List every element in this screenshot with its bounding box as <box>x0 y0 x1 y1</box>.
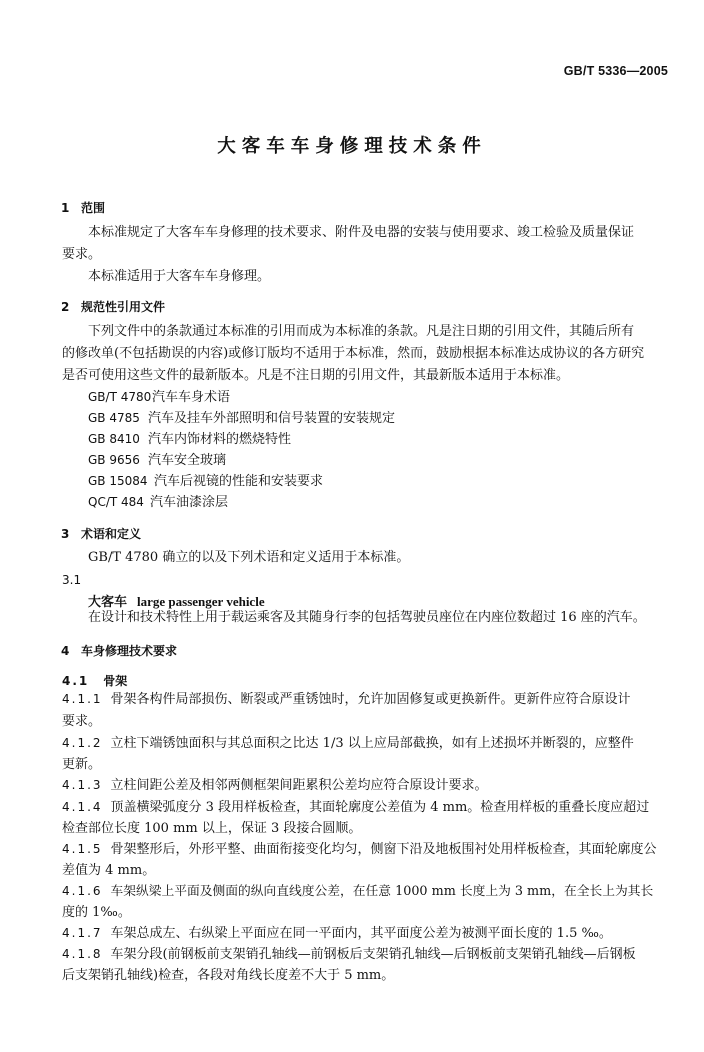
clause-continuation: 更新。 <box>62 757 102 772</box>
clause-number: 4.1.2 <box>62 736 103 750</box>
reference-code: GB 4785 <box>88 411 140 425</box>
paragraph: 本标准规定了大客车车身修理的技术要求、附件及电器的安装与使用要求、竣工检验及质量保证 <box>88 225 635 240</box>
term-number: 3.1 <box>62 573 82 587</box>
clause-text: 车架分段(前钢板前支架销孔轴线—前钢板后支架销孔轴线—后钢板前支架销孔轴线—后钢板 <box>110 947 636 962</box>
clause-continuation: 要求。 <box>62 714 102 729</box>
clause-number: 4.1.6 <box>62 884 103 898</box>
reference-item <box>88 450 226 471</box>
clause-line <box>62 881 653 902</box>
clause-number: 4.1.4 <box>62 800 103 814</box>
clause-line <box>62 839 657 860</box>
reference-title: 汽车车身术语 <box>152 390 231 405</box>
paragraph: 的修改单(不包括勘误的内容)或修订版均不适用于本标准，然而，鼓励根据本标准达成协议的各方研究 <box>62 346 645 361</box>
section-title: 规范性引用文件 <box>81 300 166 314</box>
clause-text: 骨架各构件局部损伤、断裂或严重锈蚀时，允许加固修复或更换新件。更新件应符合原设计 <box>110 692 631 707</box>
clause-number: 4.1.7 <box>62 926 103 940</box>
clause-line <box>62 775 488 796</box>
clause-text: 立柱间距公差及相邻两侧框架间距累积公差均应符合原设计要求。 <box>110 778 488 793</box>
clause-line <box>62 689 631 710</box>
reference-title: 汽车油漆涂层 <box>150 495 229 510</box>
reference-code: GB 9656 <box>88 453 140 467</box>
reference-item <box>88 429 291 450</box>
paragraph: 要求。 <box>62 247 102 262</box>
reference-title: 汽车及挂车外部照明和信号装置的安装规定 <box>148 411 396 426</box>
section-2-heading <box>61 298 165 315</box>
reference-code: GB 15084 <box>88 474 148 488</box>
reference-code: GB/T 4780 <box>88 390 152 404</box>
section-4-heading <box>61 642 177 659</box>
clause-continuation: 差值为 4 mm。 <box>62 863 156 878</box>
section-title: 范围 <box>81 201 106 215</box>
clause-line <box>62 944 636 965</box>
document-title: 大客车车身修理技术条件 <box>217 136 487 157</box>
clause-number: 4.1.3 <box>62 778 103 792</box>
section-title: 术语和定义 <box>81 527 142 541</box>
standard-code: GB/T 5336—2005 <box>563 64 668 78</box>
clause-text: 顶盖横梁弧度分 3 段用样板检查，其面轮廓度公差值为 4 mm。检查用样板的重叠长度应超过 <box>110 800 650 815</box>
clause-line <box>62 797 649 818</box>
section-title: 车身修理技术要求 <box>81 644 178 658</box>
reference-item <box>88 408 395 429</box>
clause-continuation: 后支架销孔轴线)检查，各段对角线长度差不大于 5 mm。 <box>62 968 395 983</box>
term-definition: 在设计和技术特性上用于载运乘客及其随身行李的包括驾驶员座位在内座位数超过 16 座的汽车。 <box>88 610 646 625</box>
clause-number: 4.1.8 <box>62 947 103 961</box>
paragraph: GB/T 4780 确立的以及下列术语和定义适用于本标准。 <box>88 550 410 565</box>
section-3-heading <box>61 525 141 542</box>
clause-text: 骨架整形后，外形平整、曲面衔接变化均匀，侧窗下沿及地板围衬处用样板检查，其面轮廓度公 <box>110 842 657 857</box>
term-chinese: 大客车 <box>88 595 128 610</box>
section-number: 4 <box>61 644 70 658</box>
section-number: 3 <box>61 527 70 541</box>
clause-continuation: 检查部位长度 100 mm 以上，保证 3 段接合圆顺。 <box>62 821 362 836</box>
subsection-heading <box>62 672 127 689</box>
clause-line <box>62 733 634 754</box>
section-number: 2 <box>61 300 70 314</box>
subsection-title: 骨架 <box>103 674 128 688</box>
reference-title: 汽车后视镜的性能和安装要求 <box>154 474 324 489</box>
clause-number: 4.1.5 <box>62 842 103 856</box>
paragraph: 是否可使用这些文件的最新版本。凡是不注日期的引用文件，其最新版本适用于本标准。 <box>62 368 570 383</box>
section-number: 1 <box>61 201 70 215</box>
clause-text: 车架纵梁上平面及侧面的纵向直线度公差，在任意 1000 mm 长度上为 3 mm，在全长上为其长 <box>110 884 654 899</box>
subsection-number: 4.1 <box>62 674 90 688</box>
clause-text: 车架总成左、右纵梁上平面应在同一平面内，其平面度公差为被测平面长度的 1.5 ‰。 <box>110 926 612 941</box>
section-1-heading <box>61 199 105 216</box>
reference-item <box>88 471 323 492</box>
clause-continuation: 度的 1‰。 <box>62 905 131 920</box>
reference-item <box>88 387 230 408</box>
paragraph: 本标准适用于大客车车身修理。 <box>88 269 271 284</box>
reference-code: GB 8410 <box>88 432 140 446</box>
reference-title: 汽车内饰材料的燃烧特性 <box>148 432 292 447</box>
reference-title: 汽车安全玻璃 <box>148 453 227 468</box>
term-english: large passenger vehicle <box>137 594 265 609</box>
clause-line <box>62 923 612 944</box>
reference-code: QC/T 484 <box>88 495 144 509</box>
clause-number: 4.1.1 <box>62 692 103 706</box>
reference-item <box>88 492 228 513</box>
paragraph: 下列文件中的条款通过本标准的引用而成为本标准的条款。凡是注日期的引用文件，其随后所有 <box>88 324 635 339</box>
clause-text: 立柱下端锈蚀面积与其总面积之比达 1/3 以上应局部截换，如有上述损坏并断裂的，应整件 <box>110 736 634 751</box>
